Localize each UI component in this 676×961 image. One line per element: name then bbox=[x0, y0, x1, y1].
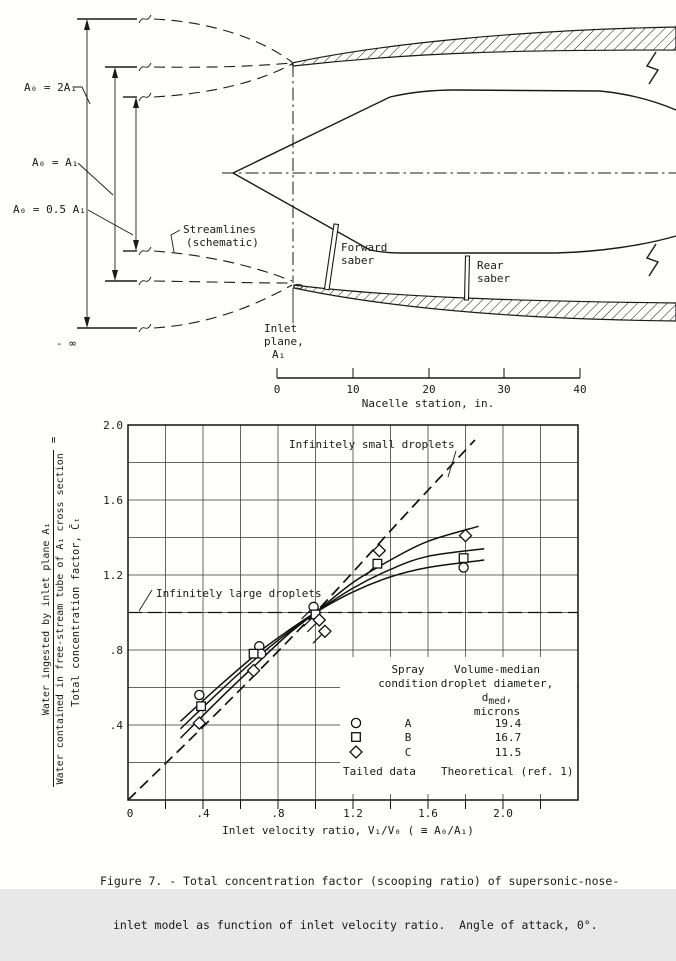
label-streamlines-2: (schematic) bbox=[186, 236, 259, 249]
leader-streamlines bbox=[171, 230, 180, 252]
label-a0-a1: A₀ = A₁ bbox=[32, 156, 79, 169]
x-tick-label: .4 bbox=[196, 807, 210, 820]
x-tick-label: 0 bbox=[126, 807, 134, 820]
lower-cowl bbox=[294, 285, 676, 321]
chart-plot-area bbox=[103, 419, 578, 837]
label-inlet-plane-3: A₁ bbox=[272, 348, 286, 361]
legend-tailed-note: Tailed data bbox=[343, 765, 416, 778]
label-forward-saber-1: Forward bbox=[341, 241, 388, 254]
legend-dmed-label: dmed, bbox=[481, 691, 513, 707]
x-axis-label: Inlet velocity ratio, V₁/V₀ ( ≅ A₀/A₁) bbox=[222, 824, 474, 837]
legend-condition-C: C bbox=[404, 746, 412, 759]
legend-unit: microns bbox=[473, 705, 521, 718]
fraction-denominator: Water contained in free-stream tube of A₁ cross section bbox=[55, 453, 66, 785]
legend-condition-B: B bbox=[404, 731, 412, 744]
annotation-small-droplets: Infinitely small droplets bbox=[289, 438, 455, 451]
upper-cowl bbox=[292, 27, 676, 66]
label-a0-2a1: A₀ = 2A₁ bbox=[24, 81, 77, 94]
legend-diameter-C: 11.5 bbox=[494, 746, 522, 759]
equals-sign: = bbox=[47, 436, 60, 444]
rear-saber-probe bbox=[465, 256, 470, 300]
centerbody-lower bbox=[233, 173, 676, 253]
y-axis-label bbox=[40, 421, 82, 803]
legend-theoretical-note: Theoretical (ref. 1) bbox=[441, 765, 574, 778]
annotation-large-droplets: Infinitely large droplets bbox=[156, 587, 322, 600]
break-mark-lower bbox=[647, 244, 658, 276]
y-axis-fraction bbox=[40, 450, 67, 787]
label-inlet-plane-2: plane, bbox=[264, 335, 304, 348]
break-mark-upper bbox=[647, 52, 658, 84]
station-tick-40: 40 bbox=[573, 383, 587, 396]
y-tick-label: .8 bbox=[109, 644, 123, 657]
legend-col2-header-1: Volume-median bbox=[453, 663, 541, 676]
leader-05a1 bbox=[88, 210, 133, 235]
y-tick-label: 1.2 bbox=[103, 569, 123, 582]
x-tick-label: 1.6 bbox=[418, 807, 438, 820]
nacelle-inlet-diagram bbox=[0, 0, 676, 420]
legend-col1-header-2: condition bbox=[378, 677, 438, 690]
label-a0-05a1: A₀ = 0.5 A₁ bbox=[13, 203, 86, 216]
y-tick-label: 2.0 bbox=[103, 419, 123, 432]
station-tick-30: 30 bbox=[497, 383, 511, 396]
forward-saber-probe bbox=[325, 224, 339, 290]
centerbody-upper bbox=[233, 90, 676, 173]
label-minus-infinity: - ∞ bbox=[56, 337, 76, 350]
caption-line-2: inlet model as function of inlet velocity ratio. Angle of attack, 0°. bbox=[113, 917, 598, 932]
concentration-factor-chart bbox=[0, 420, 676, 845]
streamlines bbox=[77, 15, 292, 332]
station-tick-20: 20 bbox=[422, 383, 436, 396]
caption-line-1: Figure 7. - Total concentration factor (scooping ratio) of supersonic-nose- bbox=[100, 874, 620, 888]
annotation-large-leader bbox=[139, 590, 152, 611]
label-forward-saber-2: saber bbox=[341, 254, 375, 267]
x-tick-label: .8 bbox=[271, 807, 285, 820]
label-rear-saber-1: Rear bbox=[477, 259, 504, 272]
annotation-small-leader bbox=[448, 451, 456, 477]
station-tick-10: 10 bbox=[346, 383, 360, 396]
label-inlet-plane-1: Inlet bbox=[264, 322, 298, 335]
station-tick-0: 0 bbox=[273, 383, 281, 396]
label-streamlines-1: Streamlines bbox=[183, 223, 256, 236]
x-tick-label: 1.2 bbox=[343, 807, 363, 820]
figure-caption bbox=[100, 845, 620, 961]
legend-diameter-A: 19.4 bbox=[494, 717, 522, 730]
y-axis-name: Total concentration factor, C̄ₜ bbox=[70, 517, 82, 707]
legend-condition-A: A bbox=[404, 717, 412, 730]
x-tick-label: 2.0 bbox=[493, 807, 513, 820]
legend-col1-header-1: Spray bbox=[391, 663, 425, 676]
y-tick-label: .4 bbox=[109, 719, 123, 732]
fraction-numerator: Water ingested by inlet plane A₁ bbox=[40, 450, 54, 787]
y-tick-label: 1.6 bbox=[103, 494, 123, 507]
legend-col2-header-2: droplet diameter, bbox=[440, 677, 554, 690]
station-axis-label: Nacelle station, in. bbox=[361, 397, 495, 410]
label-rear-saber-2: saber bbox=[477, 272, 511, 285]
legend-diameter-B: 16.7 bbox=[494, 731, 522, 744]
nacelle-station-scale bbox=[274, 368, 587, 410]
leader-a1 bbox=[78, 163, 113, 195]
